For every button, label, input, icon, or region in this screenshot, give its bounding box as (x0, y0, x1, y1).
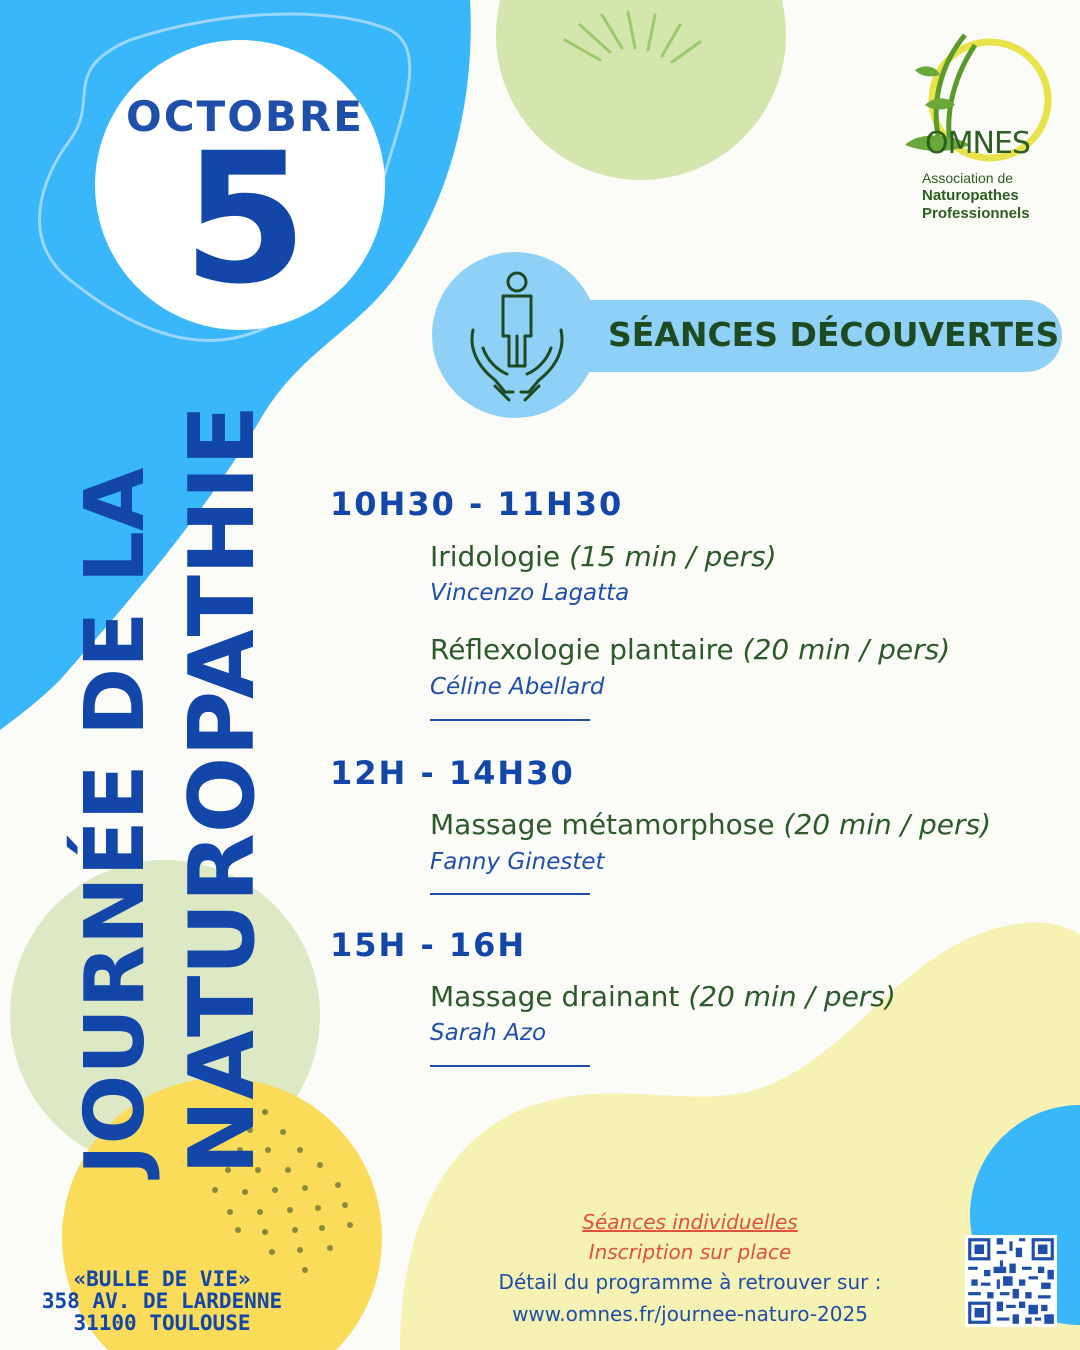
practitioner-1: Vincenzo Lagatta (430, 580, 630, 606)
session-name-2 (430, 633, 950, 666)
logo-subtitle-1: Association de (922, 170, 1014, 186)
title-line-2: NATUROPATHIE (170, 404, 275, 1175)
slot-time-2: 12H - 14H30 (330, 754, 575, 792)
session-duration: (20 min / pers) (688, 980, 896, 1013)
separator-3 (430, 1065, 590, 1067)
footer-url-link[interactable]: www.omnes.fr/journee-naturo-2025 (512, 1302, 868, 1326)
address-line-2: 358 AV. DE LARDENNE (41, 1289, 283, 1313)
session-title: Massage métamorphose (430, 808, 775, 841)
separator-1 (430, 719, 590, 721)
session-title: Iridologie (430, 540, 561, 573)
footer-individual-sessions: Séances individuelles (582, 1210, 798, 1234)
qr-code-icon[interactable] (965, 1235, 1057, 1327)
green-circle-top (496, 0, 786, 180)
footer-program-detail: Détail du programme à retrouver sur : (498, 1270, 882, 1294)
session-name-3 (430, 808, 991, 841)
session-title: Réflexologie plantaire (430, 633, 734, 666)
logo-subtitle-2: Naturopathes (922, 187, 1019, 204)
session-duration: (15 min / pers) (569, 540, 777, 573)
logo-subtitle-3: Professionnels (922, 205, 1030, 222)
practitioner-2: Céline Abellard (430, 674, 605, 700)
session-name-4 (430, 980, 896, 1013)
date-month: OCTOBRE (126, 92, 364, 141)
practitioner-4: Sarah Azo (430, 1020, 547, 1046)
logo-name: OMNES (925, 126, 1030, 161)
hands-holding-person-icon (465, 268, 569, 404)
date-day: 5 (182, 115, 308, 324)
slot-time-1: 10H30 - 11H30 (330, 485, 624, 523)
session-title: Massage drainant (430, 980, 680, 1013)
vertical-title (30, 355, 290, 1185)
slot-time-3: 15H - 16H (330, 926, 527, 964)
section-label: SÉANCES DÉCOUVERTES (608, 315, 1060, 354)
venue-address (12, 1268, 312, 1334)
practitioner-3: Fanny Ginestet (430, 849, 605, 875)
session-duration: (20 min / pers) (742, 633, 951, 666)
title-line-1: JOURNÉE DE LA (68, 467, 163, 1175)
address-line-1: «BULLE DE VIE» (73, 1267, 251, 1291)
footer-info (470, 1207, 910, 1331)
footer-registration: Inscription sur place (588, 1240, 792, 1264)
address-line-3: 31100 TOULOUSE (73, 1311, 251, 1335)
session-name-1 (430, 540, 777, 573)
session-duration: (20 min / pers) (783, 808, 991, 841)
separator-2 (430, 893, 590, 895)
